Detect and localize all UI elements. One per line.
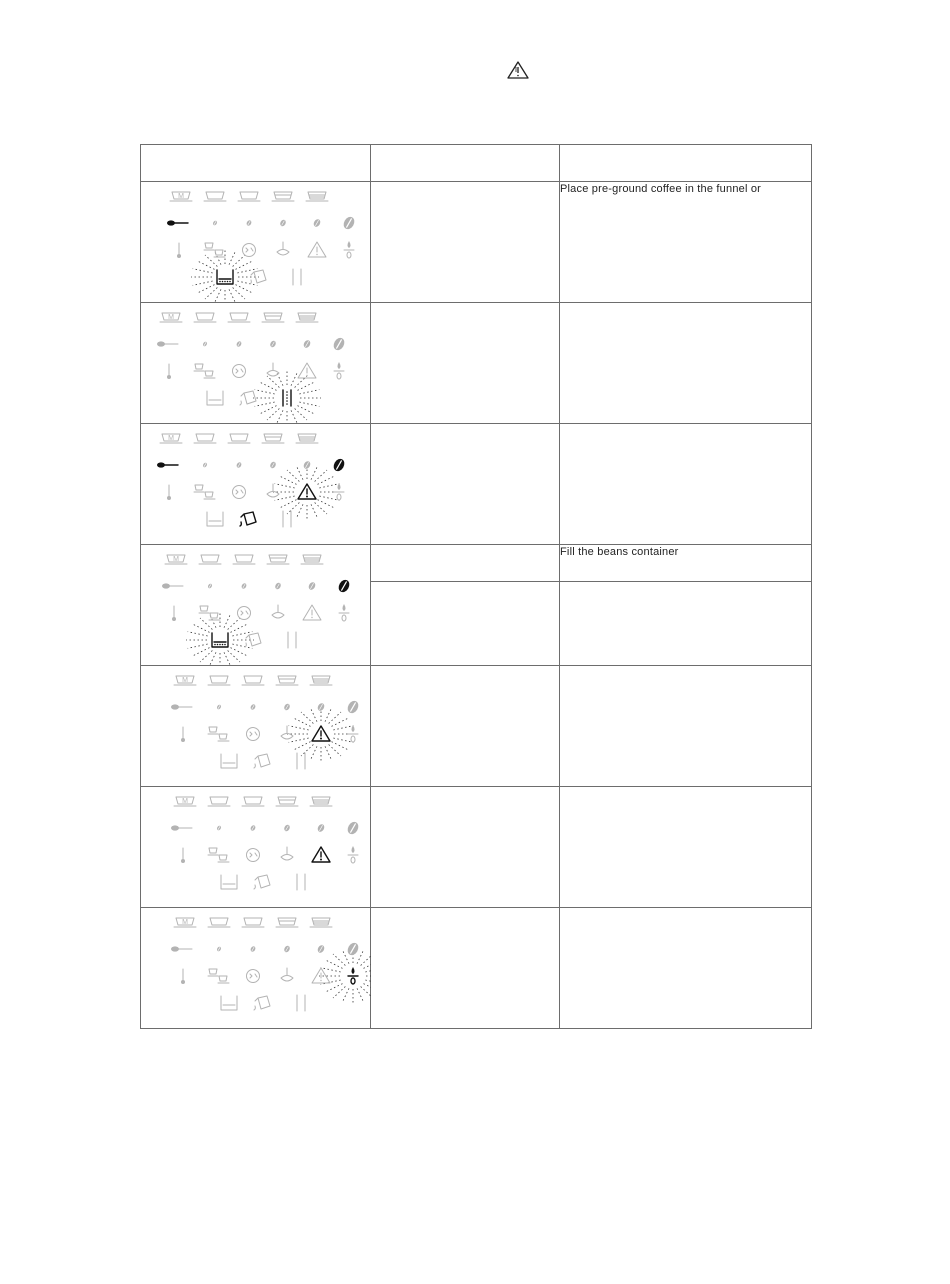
bean-strong-icon xyxy=(342,215,357,231)
warning-icon xyxy=(297,482,317,502)
two-cups-icon xyxy=(204,243,225,257)
cause-cell xyxy=(371,908,560,1029)
display-panel-cell xyxy=(141,424,371,545)
rinse-icon xyxy=(247,849,260,862)
cup-1-icon xyxy=(194,434,216,443)
cup-1-icon xyxy=(208,676,230,685)
thermo-icon xyxy=(181,848,185,863)
cup-m-icon xyxy=(170,192,192,201)
display-panel-cell xyxy=(141,182,371,303)
remedy-cell xyxy=(560,303,812,424)
remedy-cell xyxy=(560,581,812,665)
cause-cell xyxy=(371,581,560,665)
rinse-icon xyxy=(247,728,260,741)
remedy-cell xyxy=(560,908,812,1029)
bean-1-icon xyxy=(216,825,222,831)
water-tank-icon xyxy=(210,630,230,650)
bean-strong-icon xyxy=(346,820,361,836)
table-row xyxy=(141,303,812,424)
cup-1-icon xyxy=(208,797,230,806)
spoon-icon xyxy=(157,462,178,467)
header-cell-display xyxy=(141,145,371,182)
bean-1-icon xyxy=(202,341,208,347)
bean-4-icon xyxy=(302,460,311,470)
control-panel-diagram xyxy=(141,182,371,302)
descale-icon xyxy=(334,483,344,500)
svg-text:M: M xyxy=(182,677,188,684)
two-cups-icon xyxy=(199,606,220,620)
cup-1-icon xyxy=(204,192,226,201)
bean-3-icon xyxy=(269,340,277,348)
thermo-icon xyxy=(177,243,181,258)
bean-4-icon xyxy=(316,944,325,954)
cup-2-icon xyxy=(242,797,264,806)
warning-icon xyxy=(311,724,331,744)
two-cups-icon xyxy=(208,969,229,983)
thermo-icon xyxy=(167,485,171,500)
cup-m-icon xyxy=(174,918,196,927)
warning-icon xyxy=(312,968,330,983)
bean-1-icon xyxy=(212,220,218,226)
troubleshooting-table xyxy=(140,144,812,1029)
cup-4-icon xyxy=(306,192,328,201)
cup-2-icon xyxy=(242,676,264,685)
cause-cell xyxy=(371,787,560,908)
cup-m-icon xyxy=(174,676,196,685)
cup-3-icon xyxy=(267,555,289,564)
remedy-cell xyxy=(560,666,812,787)
cup-1-icon xyxy=(199,555,221,564)
table-row xyxy=(141,424,812,545)
grounds-container-icon xyxy=(283,511,291,527)
control-panel-diagram xyxy=(141,424,371,544)
cup-3-icon xyxy=(276,918,298,927)
control-panel-diagram xyxy=(141,303,371,423)
cup-1-icon xyxy=(208,918,230,927)
cup-m-icon xyxy=(174,797,196,806)
remedy-cell: Place pre-ground coffee in the funnel or xyxy=(560,182,812,303)
milk-jug-icon xyxy=(254,996,270,1010)
cup-2-icon xyxy=(238,192,260,201)
bean-2-icon xyxy=(250,945,257,952)
table-row xyxy=(141,666,812,787)
remedy-cell: Fill the beans container xyxy=(560,545,812,582)
bean-2-icon xyxy=(246,219,253,226)
cup-2-icon xyxy=(228,434,250,443)
remedy-cell xyxy=(560,424,812,545)
two-cups-icon xyxy=(194,485,215,499)
table-row xyxy=(141,787,812,908)
warning-triangle-icon xyxy=(506,60,530,80)
spoon-icon xyxy=(171,825,192,830)
thermo-icon xyxy=(172,606,176,621)
steam-icon xyxy=(281,847,293,860)
bean-strong-icon xyxy=(332,457,347,473)
descale-icon xyxy=(344,241,354,258)
bean-2-icon xyxy=(250,824,257,831)
control-panel-diagram xyxy=(141,787,371,907)
cup-4-icon xyxy=(310,918,332,927)
steam-icon xyxy=(281,726,293,739)
descale-icon xyxy=(348,846,358,863)
bean-2-icon xyxy=(250,703,257,710)
cup-m-icon xyxy=(160,313,182,322)
water-tank-icon xyxy=(221,875,237,889)
warning-icon xyxy=(298,363,316,378)
bean-2-icon xyxy=(236,461,243,468)
svg-text:M: M xyxy=(178,193,184,200)
display-panel-cell xyxy=(141,545,371,666)
cause-cell xyxy=(371,182,560,303)
two-cups-icon xyxy=(194,364,215,378)
water-tank-icon xyxy=(221,754,237,768)
cup-4-icon xyxy=(301,555,323,564)
thermo-icon xyxy=(167,364,171,379)
grounds-container-icon xyxy=(297,995,305,1011)
warning-icon xyxy=(308,242,326,257)
water-tank-icon xyxy=(221,996,237,1010)
table-row xyxy=(141,908,812,1029)
bean-4-icon xyxy=(316,823,325,833)
grounds-container-icon xyxy=(297,874,305,890)
grounds-container-icon xyxy=(297,753,305,769)
descale-icon xyxy=(339,604,349,621)
warning-icon xyxy=(312,847,330,862)
svg-text:M: M xyxy=(182,919,188,926)
spoon-icon xyxy=(171,946,192,951)
cup-3-icon xyxy=(272,192,294,201)
cup-4-icon xyxy=(310,797,332,806)
bean-3-icon xyxy=(269,461,277,469)
bean-1-icon xyxy=(216,704,222,710)
warning-icon xyxy=(303,605,321,620)
bean-3-icon xyxy=(283,703,291,711)
cup-4-icon xyxy=(296,434,318,443)
cup-2-icon xyxy=(242,918,264,927)
table-row xyxy=(141,545,812,582)
control-panel-diagram xyxy=(141,908,371,1028)
grounds-container-icon xyxy=(293,269,301,285)
display-panel-cell xyxy=(141,666,371,787)
bean-strong-icon xyxy=(337,578,352,594)
svg-text:M: M xyxy=(182,798,188,805)
water-tank-icon xyxy=(207,512,223,526)
bean-2-icon xyxy=(241,582,248,589)
rinse-icon xyxy=(233,486,246,499)
bean-strong-icon xyxy=(346,941,361,957)
table-header-row xyxy=(141,145,812,182)
bean-4-icon xyxy=(302,339,311,349)
steam-icon xyxy=(267,363,279,376)
bean-strong-icon xyxy=(332,336,347,352)
table-row xyxy=(141,182,812,303)
milk-jug-icon xyxy=(240,512,256,526)
header-cell-cause xyxy=(371,145,560,182)
cup-2-icon xyxy=(233,555,255,564)
water-tank-icon xyxy=(215,267,235,287)
svg-text:M: M xyxy=(168,435,174,442)
control-panel-diagram xyxy=(141,545,371,665)
descale-icon xyxy=(334,362,344,379)
cup-2-icon xyxy=(228,313,250,322)
spoon-icon xyxy=(171,704,192,709)
bean-4-icon xyxy=(307,581,316,591)
cup-4-icon xyxy=(310,676,332,685)
rinse-icon xyxy=(247,970,260,983)
display-panel-cell xyxy=(141,787,371,908)
cup-3-icon xyxy=(276,676,298,685)
descale-icon xyxy=(348,725,358,742)
milk-jug-icon xyxy=(254,875,270,889)
steam-icon xyxy=(277,242,289,255)
cup-1-icon xyxy=(194,313,216,322)
bean-2-icon xyxy=(236,340,243,347)
descale-icon xyxy=(343,966,363,986)
bean-3-icon xyxy=(279,219,287,227)
remedy-cell xyxy=(560,787,812,908)
cup-3-icon xyxy=(262,434,284,443)
cup-m-icon xyxy=(165,555,187,564)
bean-1-icon xyxy=(202,462,208,468)
bean-1-icon xyxy=(207,583,213,589)
steam-icon xyxy=(267,484,279,497)
spoon-icon xyxy=(162,583,183,588)
steam-icon xyxy=(272,605,284,618)
bean-3-icon xyxy=(274,582,282,590)
svg-text:M: M xyxy=(168,314,174,321)
water-tank-icon xyxy=(207,391,223,405)
cause-cell xyxy=(371,545,560,582)
two-cups-icon xyxy=(208,848,229,862)
milk-jug-icon xyxy=(254,754,270,768)
thermo-icon xyxy=(181,969,185,984)
svg-text:M: M xyxy=(173,556,179,563)
grounds-container-icon xyxy=(277,388,297,408)
cause-cell xyxy=(371,303,560,424)
grounds-container-icon xyxy=(288,632,296,648)
display-panel-cell xyxy=(141,303,371,424)
bean-strong-icon xyxy=(346,699,361,715)
header-cell-remedy xyxy=(560,145,812,182)
bean-1-icon xyxy=(216,946,222,952)
cup-3-icon xyxy=(262,313,284,322)
rinse-icon xyxy=(243,244,256,257)
two-cups-icon xyxy=(208,727,229,741)
steam-icon xyxy=(281,968,293,981)
spoon-icon xyxy=(157,341,178,346)
display-panel-cell xyxy=(141,908,371,1029)
thermo-icon xyxy=(181,727,185,742)
cup-3-icon xyxy=(276,797,298,806)
control-panel-diagram xyxy=(141,666,371,786)
rinse-icon xyxy=(233,365,246,378)
spoon-icon xyxy=(167,220,188,225)
bean-4-icon xyxy=(312,218,321,228)
rinse-icon xyxy=(238,607,251,620)
cause-cell xyxy=(371,424,560,545)
bean-3-icon xyxy=(283,824,291,832)
cup-4-icon xyxy=(296,313,318,322)
cause-cell xyxy=(371,666,560,787)
bean-3-icon xyxy=(283,945,291,953)
cup-m-icon xyxy=(160,434,182,443)
bean-4-icon xyxy=(316,702,325,712)
